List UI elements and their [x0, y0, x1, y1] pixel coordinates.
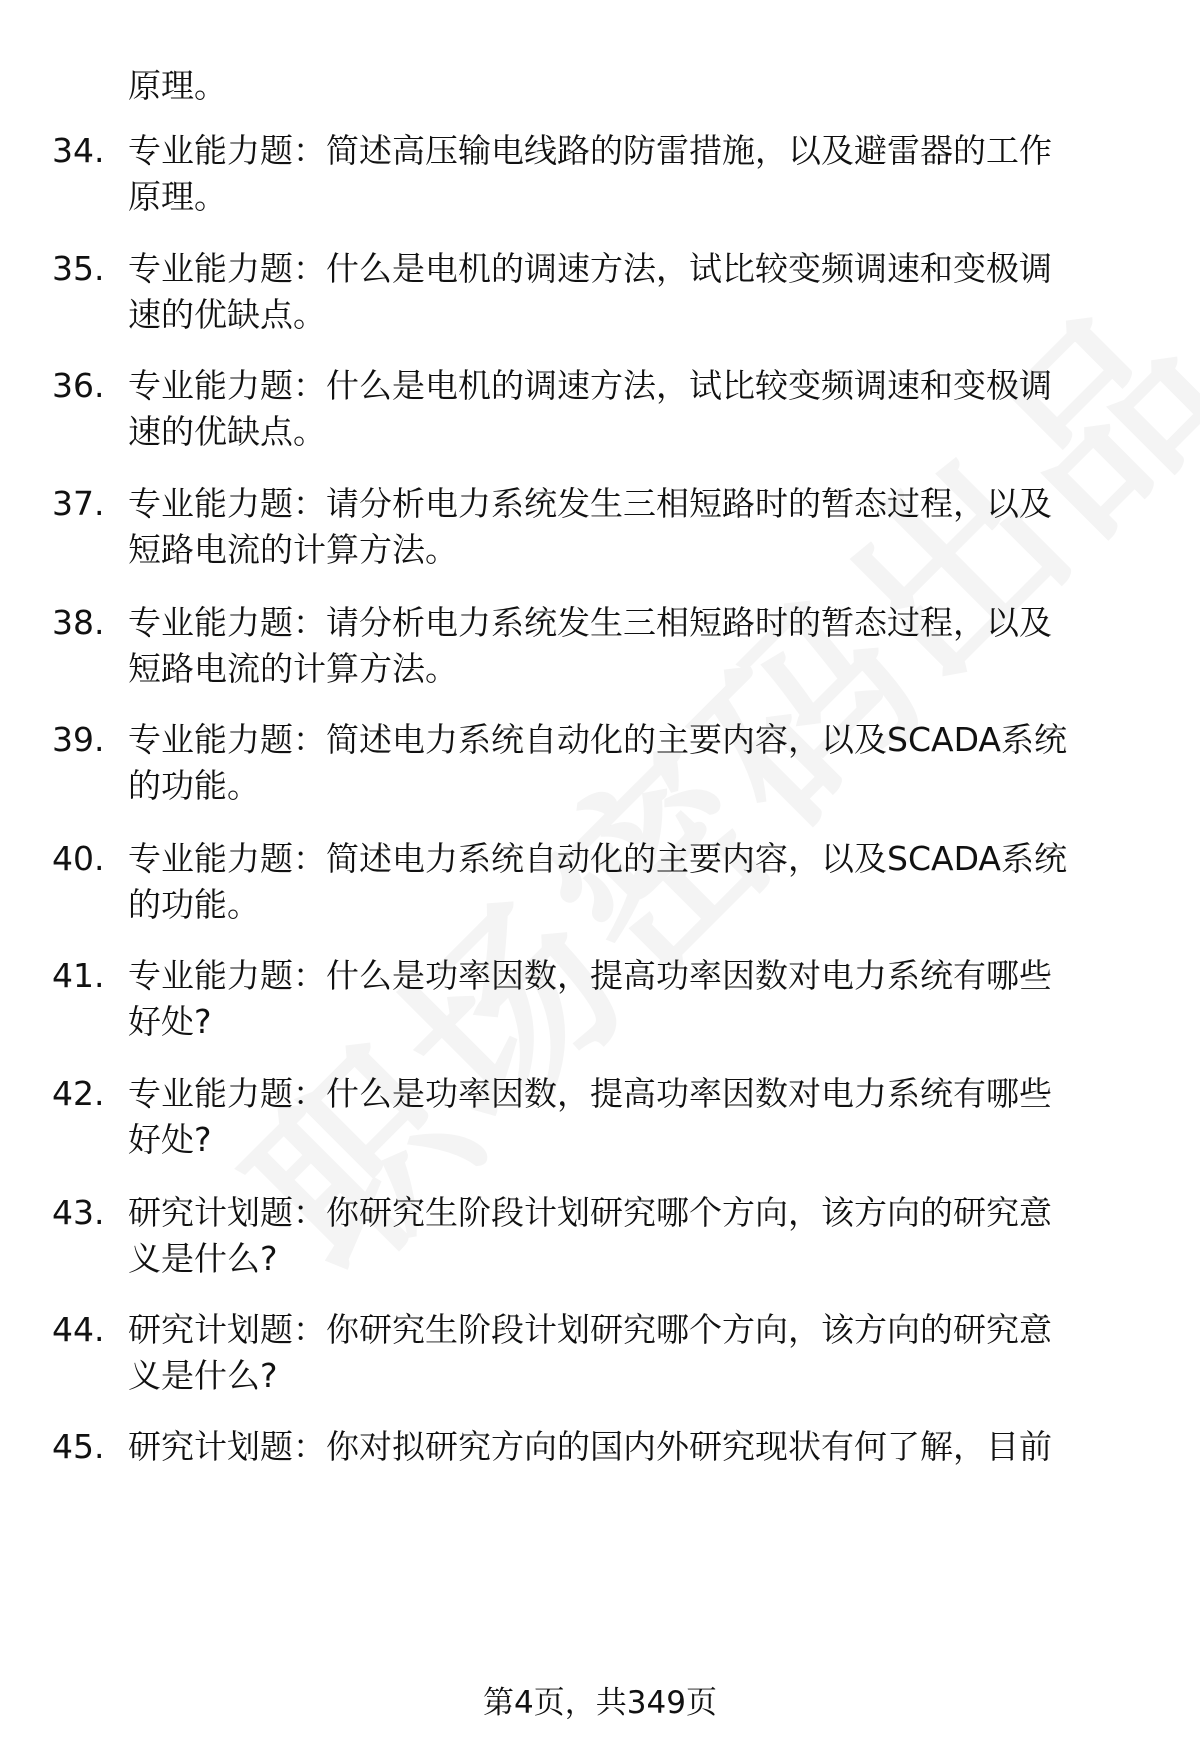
item-line: 专业能力题：什么是功率因数，提高功率因数对电力系统有哪些	[128, 1074, 1052, 1113]
item-text	[128, 363, 1168, 455]
item-line: 专业能力题：请分析电力系统发生三相短路时的暂态过程，以及	[128, 603, 1052, 642]
item-number: 39.	[52, 720, 105, 759]
item-text	[128, 1424, 1168, 1470]
item-line: 的功能。	[128, 885, 260, 924]
item-line: 好处?	[128, 1002, 212, 1041]
item-line: 专业能力题：什么是电机的调速方法，试比较变频调速和变极调	[128, 249, 1052, 288]
item-line: 研究计划题：你对拟研究方向的国内外研究现状有何了解，目前	[128, 1427, 1052, 1466]
item-number: 43.	[52, 1193, 105, 1232]
continuation-text: 原理。	[128, 66, 227, 105]
page-footer: 第4页，共349页	[483, 1685, 717, 1721]
item-line: 专业能力题：简述电力系统自动化的主要内容，以及SCADA系统	[128, 839, 1067, 878]
item-text	[128, 246, 1168, 338]
item-line: 义是什么?	[128, 1239, 278, 1278]
item-number: 45.	[52, 1427, 105, 1466]
item-number: 36.	[52, 366, 105, 405]
item-text	[128, 1190, 1168, 1282]
item-line: 研究计划题：你研究生阶段计划研究哪个方向，该方向的研究意	[128, 1193, 1052, 1232]
item-line: 专业能力题：简述电力系统自动化的主要内容，以及SCADA系统	[128, 720, 1067, 759]
item-line: 研究计划题：你研究生阶段计划研究哪个方向，该方向的研究意	[128, 1310, 1052, 1349]
item-number: 38.	[52, 603, 105, 642]
item-text	[128, 717, 1168, 809]
item-line: 短路电流的计算方法。	[128, 530, 458, 569]
item-text	[128, 836, 1168, 928]
item-text	[128, 953, 1168, 1045]
item-line: 速的优缺点。	[128, 295, 326, 334]
item-number: 42.	[52, 1074, 105, 1113]
item-line: 专业能力题：简述高压输电线路的防雷措施，以及避雷器的工作	[128, 131, 1052, 170]
item-line: 专业能力题：请分析电力系统发生三相短路时的暂态过程，以及	[128, 484, 1052, 523]
item-number: 44.	[52, 1310, 105, 1349]
item-number: 41.	[52, 956, 105, 995]
item-line: 原理。	[128, 177, 227, 216]
item-number: 37.	[52, 484, 105, 523]
item-line: 专业能力题：什么是电机的调速方法，试比较变频调速和变极调	[128, 366, 1052, 405]
item-line: 专业能力题：什么是功率因数，提高功率因数对电力系统有哪些	[128, 956, 1052, 995]
item-text	[128, 1071, 1168, 1163]
item-line: 短路电流的计算方法。	[128, 649, 458, 688]
item-text	[128, 481, 1168, 573]
item-line: 速的优缺点。	[128, 412, 326, 451]
item-line: 的功能。	[128, 766, 260, 805]
item-number: 34.	[52, 131, 105, 170]
item-line: 义是什么?	[128, 1356, 278, 1395]
item-number: 40.	[52, 839, 105, 878]
item-number: 35.	[52, 249, 105, 288]
item-text	[128, 600, 1168, 692]
item-text	[128, 128, 1168, 220]
item-text	[128, 1307, 1168, 1399]
item-line: 好处?	[128, 1120, 212, 1159]
